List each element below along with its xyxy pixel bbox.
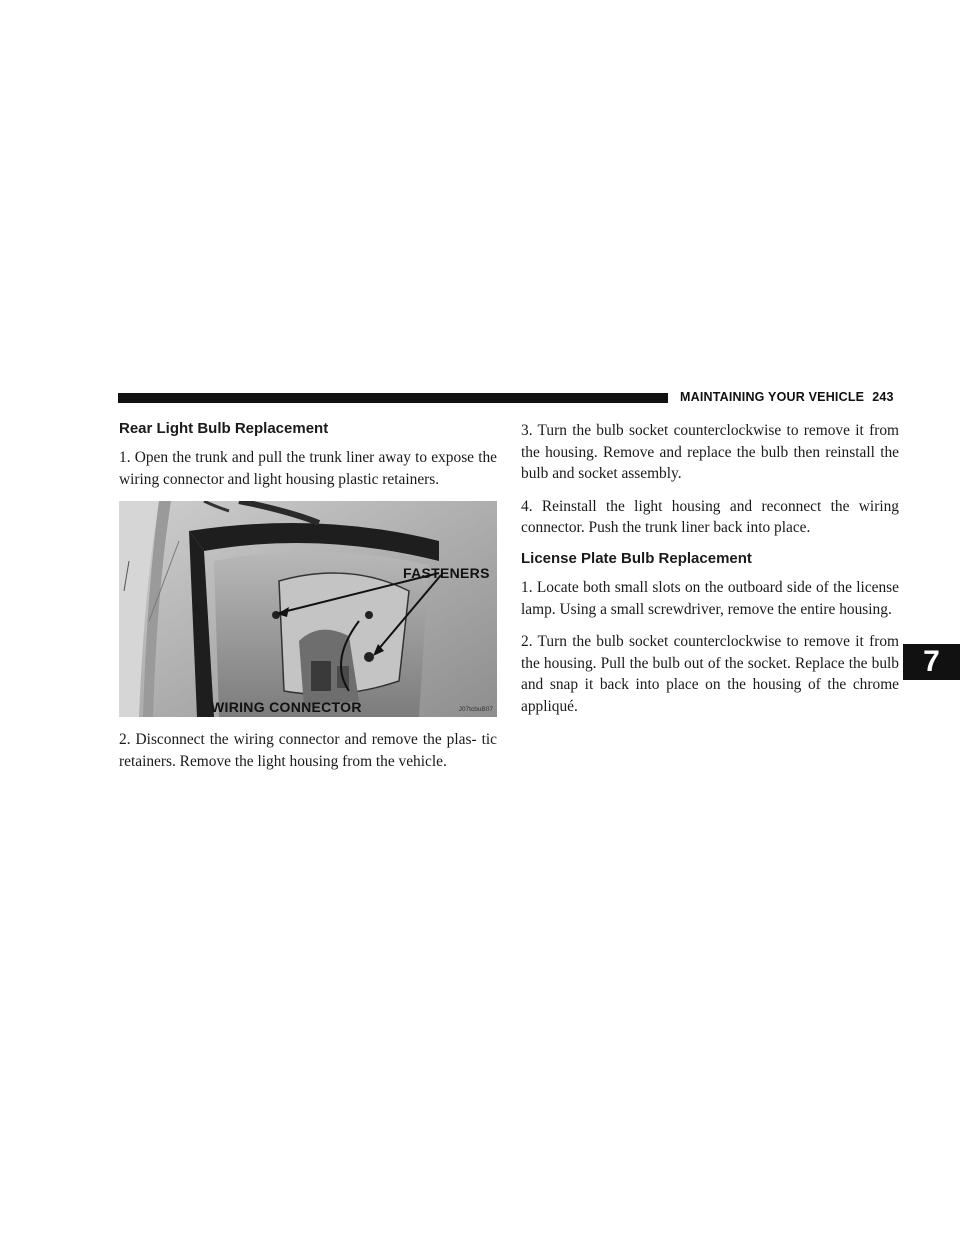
right-column: [521, 420, 899, 729]
figure-code: J07tcbuB07: [458, 706, 493, 714]
section-title: MAINTAINING YOUR VEHICLE: [680, 390, 865, 404]
chapter-tab: 7: [903, 644, 960, 680]
trunk-figure: [119, 501, 497, 717]
page-number: 243: [872, 390, 894, 404]
running-header: [680, 390, 894, 404]
left-column: [119, 420, 497, 783]
fasteners-label: FASTENERS: [403, 565, 490, 582]
section-heading-license-plate: License Plate Bulb Replacement: [521, 549, 752, 567]
step-4-text: 4. Reinstall the light housing and reconnect the wiring connector. Push the trunk liner back into place.: [521, 497, 899, 537]
header-rule: [118, 393, 668, 403]
license-step-1-text: 1. Locate both small slots on the outboard side of the license lamp. Using a small screwdriver, remove the entire housing.: [521, 578, 899, 618]
wiring-connector-label: WIRING CONNECTOR: [211, 699, 362, 716]
step-2-text: 2. Disconnect the wiring connector and remove the plas- tic retainers. Remove the light housing from the vehicle.: [119, 731, 497, 770]
step-3-text: 3. Turn the bulb socket counterclockwise to remove it from the housing. Remove and replace the bulb then reinstall the bulb and socket assembly.: [521, 422, 899, 483]
license-step-2-text: 2. Turn the bulb socket counterclockwise to remove it from the housing. Pull the bulb out of the socket. Replace the bulb and snap it back into place on the housing of the chrome appliqué.: [521, 633, 899, 715]
trunk-illustration: [119, 501, 497, 717]
section-heading-rear-light: Rear Light Bulb Replacement: [119, 420, 329, 437]
step-1-text: 1. Open the trunk and pull the trunk liner away to expose the wiring connector and light housing plastic retainers.: [119, 449, 497, 488]
